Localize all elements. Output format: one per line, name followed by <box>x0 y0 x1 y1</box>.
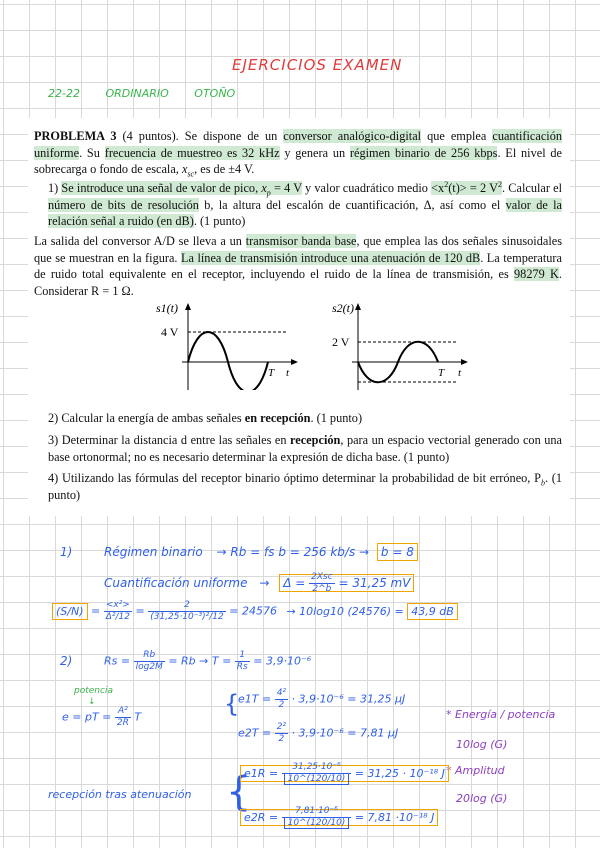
text: b, la altura del escalón de cuantificación, Δ, así como el <box>198 197 506 212</box>
s2-label: s2(t) <box>332 301 354 315</box>
question-2 <box>48 410 562 427</box>
page-title: EJERCICIOS EXAMEN <box>232 56 403 74</box>
text: La salida del conversor A/D se lleva a un <box>34 234 246 248</box>
fraction-numerator: 2² <box>276 722 287 732</box>
highlight: frecuencia de muestreo es 32 kHz <box>104 145 280 160</box>
note-text: = 31,25 mV <box>338 576 411 590</box>
xp-symbol: x <box>261 181 267 195</box>
xsc-subscript: sc <box>187 169 195 179</box>
note-text: = Rb → T = <box>168 654 232 668</box>
note-2-number: 2) <box>60 654 73 668</box>
note-text: = 3,9·10⁻⁶ <box>253 654 312 668</box>
text: , para un espacio vectorial generado con una base ortonormal; no es necesario determinar la expresión de dicha base. (1 punto) <box>48 433 562 464</box>
highlight: transmisor banda base <box>245 234 357 248</box>
note-brace-2: { <box>226 769 252 815</box>
superscript: 2 <box>444 179 449 189</box>
highlight: número de bits de resolución <box>48 197 199 212</box>
highlight: La línea de transmisión introduce una atenuación de 120 dB <box>181 250 481 265</box>
text: . (1 punto) <box>48 471 562 502</box>
text: que emplea <box>421 129 493 143</box>
text-bold: recepción <box>290 433 341 447</box>
highlight: = 4 V <box>270 181 302 195</box>
text: y valor cuadrático medio <box>301 181 432 195</box>
s2-level: 2 V <box>332 335 350 349</box>
note-power-label: potencia <box>74 686 113 696</box>
note-1a <box>104 545 418 559</box>
problem-statement <box>28 118 570 516</box>
highlight: (t)> = 2 V <box>448 181 499 195</box>
note-text: e1T = <box>238 692 272 706</box>
s2-y-arrow <box>355 303 361 310</box>
note-text: Cuantificación uniforme <box>104 576 248 590</box>
highlight: Se introduce una señal de valor de pico, <box>61 181 262 195</box>
text: , es de ±4 V. <box>194 162 255 177</box>
fraction-denominator: 2 <box>278 700 285 710</box>
note-result-box: b = 8 <box>377 543 418 561</box>
note-text: e = pT = <box>62 710 112 724</box>
fraction-numerator: 4² <box>276 688 287 698</box>
side-note-4: 20log (G) <box>456 792 508 805</box>
exam-year: 22-22 <box>48 87 80 100</box>
note-text: = 24576 <box>229 604 277 618</box>
fraction-numerator: 1 <box>235 650 250 662</box>
exam-subtitle <box>48 87 257 100</box>
exam-type: ORDINARIO <box>105 87 169 100</box>
side-note-3: * Amplitud <box>446 764 505 777</box>
note-2a <box>104 650 311 673</box>
fraction-denominator: 2 <box>278 734 285 744</box>
fraction-denominator: 10^(120/10) <box>284 773 350 785</box>
fraction-denominator: Rs <box>236 662 248 672</box>
problem-paragraph-1 <box>34 128 562 178</box>
note-1c <box>52 600 458 623</box>
fraction-numerator: A² <box>115 706 131 718</box>
text: 1) <box>48 181 62 195</box>
note-text: e1R = <box>244 766 279 780</box>
fraction-denominator: Δ²/12 <box>105 612 130 622</box>
note-text: → Rb = fs b = 256 kb/s → <box>216 545 370 559</box>
note-text: e2R = <box>244 810 279 824</box>
text: . El nivel de sobrecarga o fondo de escala, <box>34 145 563 177</box>
fraction-numerator: <x²> <box>104 600 132 612</box>
text: , que emplea las dos señales sinusoidales que se muestran en la figura. <box>34 234 562 265</box>
s2-period-label: T <box>438 367 445 379</box>
xsc-symbol: x <box>181 162 188 177</box>
s1-time-label: t <box>286 367 290 379</box>
text: . Considerar R = 1 Ω. <box>34 267 562 298</box>
text: Se dispone de un <box>184 129 284 143</box>
s1-label: s1(t) <box>156 301 178 315</box>
fraction-numerator: Rb <box>134 650 165 662</box>
problem-label: PROBLEMA 3 <box>34 129 117 143</box>
s1-sine <box>188 332 268 390</box>
s2-x-arrow <box>461 359 468 365</box>
fraction-denominator: (31,25·10⁻³)²/12 <box>150 612 224 622</box>
note-1b <box>104 572 414 595</box>
s1-x-arrow <box>291 359 298 365</box>
note-e2r <box>240 806 438 829</box>
fraction-denominator: log2M <box>135 662 163 672</box>
note-e1r <box>240 762 449 785</box>
problem-paragraph-2 <box>34 233 562 299</box>
fraction-numerator: 31,25·10⁻⁶ <box>282 762 352 774</box>
signal-s2-graph <box>328 300 498 390</box>
text: . Calcular el <box>502 181 562 195</box>
s1-y-arrow <box>185 303 191 310</box>
fraction-denominator: 10^(120/10) <box>284 817 350 829</box>
superscript: 2 <box>498 179 503 189</box>
highlight: conversor analógico-digital <box>283 129 422 143</box>
s1-period-label: T <box>268 367 275 379</box>
text: . (1 punto) <box>310 411 363 425</box>
text: y genera un <box>279 145 350 160</box>
highlight: régimen binario de 256 kbps <box>349 145 498 160</box>
fraction-numerator: 2Xsc <box>311 572 333 582</box>
note-text: · 3,9·10⁻⁶ = 7,81 μJ <box>291 726 399 740</box>
text: 2) Calcular la energía de ambas señales <box>48 411 245 425</box>
note-text: Rs = <box>104 654 131 668</box>
note-e1t <box>238 688 405 711</box>
note-result-box: 43,9 dB <box>407 603 458 620</box>
text: 4) Utilizando las fórmulas del receptor binario óptimo determinar la probabilidad de bit erróneo, P <box>48 471 541 485</box>
side-note-1: * Energía / potencia <box>446 708 556 721</box>
side-note-2: 10log (G) <box>456 738 508 751</box>
highlight: cuantificación uniforme <box>34 129 563 160</box>
note-text: = 31,25 · 10⁻¹⁸ J <box>354 766 445 780</box>
fraction-numerator: 2 <box>148 600 226 612</box>
note-brace-1: { <box>224 690 240 718</box>
fraction-denominator: 2R <box>116 718 129 728</box>
s2-time-label: t <box>458 367 462 379</box>
highlight: valor de la relación señal a ruido (en dB) <box>48 197 562 229</box>
note-2b <box>62 706 141 729</box>
note-text: = 7,81 ·10⁻¹⁸ J <box>354 810 435 824</box>
fraction-denominator: 2^b <box>312 584 332 594</box>
question-1 <box>48 180 562 230</box>
signal-s1-graph <box>146 300 306 390</box>
text: . La temperatura de ruido total equivalente en el receptor, incluyendo el ruido de la línea de transmisión, es <box>34 250 562 282</box>
text: 3) Determinar la distancia d entre las señales en <box>48 433 291 447</box>
note-e2t <box>238 722 398 745</box>
exam-season: OTOÑO <box>194 87 236 100</box>
note-text: = <box>91 604 101 618</box>
question-3 <box>48 432 562 465</box>
text: . Su <box>79 145 105 160</box>
note-text: Δ = <box>283 576 306 590</box>
note-text: · 3,9·10⁻⁶ = 31,25 μJ <box>291 692 406 706</box>
subscript: b <box>540 478 545 488</box>
note-text: → 10log10 (24576) = <box>286 604 404 618</box>
note-text: T <box>134 710 142 724</box>
note-power-arrow: ↓ <box>88 697 96 707</box>
text-bold: en recepción <box>244 411 311 425</box>
note-1-number: 1) <box>60 545 73 559</box>
note-text: e2T = <box>238 726 272 740</box>
text: . (1 punto) <box>193 214 246 229</box>
xp-subscript: p <box>266 188 271 198</box>
note-reception-label: recepción tras atenuación <box>48 788 192 801</box>
highlight: 98279 K <box>514 267 559 282</box>
note-text: → <box>259 576 270 590</box>
note-sn-box: (S/N) <box>52 603 88 620</box>
question-4 <box>48 470 562 503</box>
s1-level: 4 V <box>161 325 179 339</box>
fraction-numerator: 7,81·10⁻⁶ <box>282 806 352 818</box>
note-text: = <box>135 604 145 618</box>
highlight: <x <box>431 181 445 195</box>
note-text: Régimen binario <box>104 545 203 559</box>
problem-points: (4 puntos). <box>122 129 179 143</box>
